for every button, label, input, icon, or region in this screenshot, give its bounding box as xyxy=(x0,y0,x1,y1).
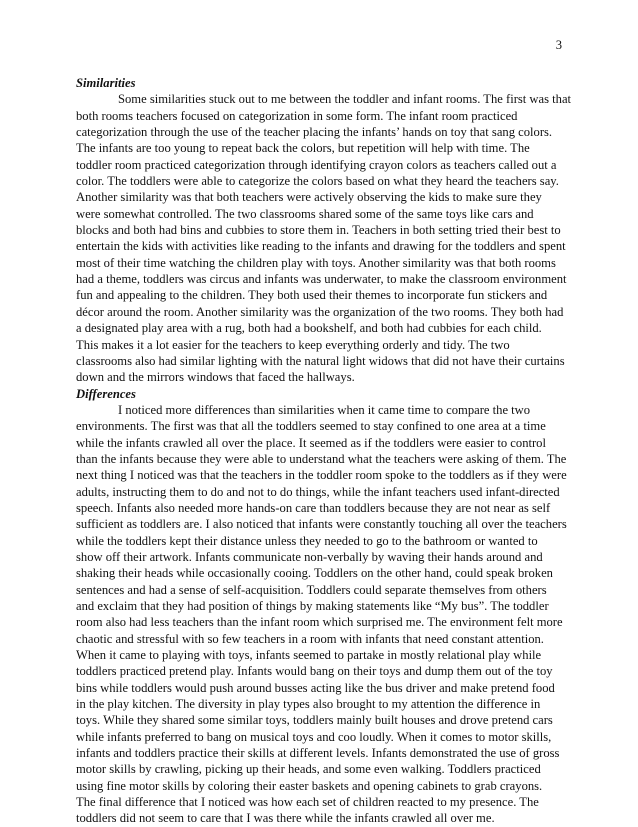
paragraph-line: categorization through the use of the teacher placing the infants’ hands on toy that sang colors. xyxy=(76,125,553,140)
paragraph-line: When it came to playing with toys, infants seemed to partake in mostly relational play while xyxy=(76,648,542,663)
paragraph-line: toddlers practiced pretend play. Infants would bang on their toys and dump them out of the toy xyxy=(76,664,553,679)
paragraph-differences xyxy=(76,402,568,827)
paragraph-line: and exclaim that they had position of things by making statements like “My bus”. The toddler xyxy=(76,599,549,613)
paragraph-line: room also had less teachers than the infant room which surprised me. The environment felt more xyxy=(76,615,563,630)
paragraph-line: shaking their heads while occasionally cooing. Toddlers on the other hand, could speak broken xyxy=(76,566,553,581)
document-body xyxy=(76,75,572,827)
paragraph-line: sufficient as toddlers are. I also noticed that infants were constantly touching all over the teachers xyxy=(76,517,567,532)
paragraph-line: using fine motor skills by coloring their easter baskets and opening cabinets to grab crayons. xyxy=(76,778,543,793)
paragraph-line: toddler room practiced categorization through identifying crayon colors as teachers called out a xyxy=(76,157,557,172)
paragraph-line: a designated play area with a rug, both had a bookshelf, and both had cubbies for each child. xyxy=(76,321,542,336)
paragraph-line: blocks and both had bins and cubbies to store them in. Teachers in both setting tried their best to xyxy=(76,223,561,238)
paragraph-line: than the infants because they were able to understand what the teachers were asking of them. The xyxy=(76,451,567,466)
paragraph-line: bins while toddlers would push around busses acting like the bus driver and make pretend food xyxy=(76,680,555,695)
paragraph-line: environments. The first was that all the toddlers seemed to stay confined to one area at a time xyxy=(76,419,546,434)
paragraph-line: show off their artwork. Infants communicate non-verbally by waving their hands around and xyxy=(76,549,543,564)
paragraph-line: entertain the kids with activities like reading to the infants and drawing for the toddlers and spent xyxy=(76,239,566,254)
paragraph-line: décor around the room. Another similarity was the organization of the two rooms. They both had xyxy=(76,304,564,319)
paragraph-line: color. The toddlers were able to categorize the colors based on what they heard the teachers say. xyxy=(76,174,559,189)
paragraph-line: motor skills by crawling, picking up their heads, and some even walking. Toddlers practiced xyxy=(76,762,541,777)
paragraph-line: both rooms teachers focused on categorization in some form. The infant room practiced xyxy=(76,108,518,123)
paragraph-line: infants and toddlers practice their skills at different levels. Infants demonstrated the use of gross xyxy=(76,746,560,761)
paragraph-line: The infants are too young to repeat back the colors, but repetition will help with time. The xyxy=(76,141,530,156)
paragraph-line: Some similarities stuck out to me between the toddler and infant rooms. The first was that xyxy=(118,92,572,107)
paragraph-line: sentences and had a sense of self-acquisition. Toddlers could separate themselves from others xyxy=(76,582,547,597)
paragraph-line: chaotic and stressful with so few teachers in a room with infants that need constant attention. xyxy=(76,631,544,646)
paragraph-line: toddlers did not seem to care that I was there while the infants crawled all over me. xyxy=(76,811,495,826)
paragraph-line: next thing I noticed was that the teachers in the toddler room spoke to the toddlers as if they were xyxy=(76,468,567,483)
paragraph-line: adults, instructing them to do and not to do things, while the infant teachers used infant-directed xyxy=(76,484,560,499)
paragraph-line: toys. While they shared some similar toys, toddlers mainly built houses and drove pretend cars xyxy=(76,713,553,728)
section-heading-similarities: Similarities xyxy=(76,76,136,90)
paragraph-line: down and the mirrors windows that faced the hallways. xyxy=(76,370,355,385)
paragraph-line: This makes it a lot easier for the teachers to keep everything orderly and tidy. The two xyxy=(76,337,510,352)
paragraph-line: while the toddlers kept their distance unless they needed to go to the bathroom or wanted to xyxy=(76,533,538,548)
paragraph-line: in the play kitchen. The diversity in play types also brought to my attention the difference in xyxy=(76,697,541,712)
page-number: 3 xyxy=(555,38,562,52)
paragraph-similarities xyxy=(76,91,572,385)
paragraph-line: were somewhat controlled. The two classrooms shared some of the same toys like cars and xyxy=(76,206,534,221)
paragraph-line: speech. Infants also needed more hands-on care than toddlers because they are not near as self xyxy=(76,500,551,515)
paragraph-line: most of their time watching the children play with toys. Another similarity was that both rooms xyxy=(76,255,556,270)
paragraph-line: while the infants crawled all over the place. It seemed as if the toddlers were easier to control xyxy=(76,435,546,450)
paragraph-line: The final difference that I noticed was how each set of children reacted to my presence. The xyxy=(76,795,539,810)
paragraph-line: fun and appealing to the children. They both used their themes to incorporate fun stickers and xyxy=(76,288,548,303)
paragraph-line: Another similarity was that both teachers were actively observing the kids to make sure they xyxy=(76,190,542,205)
paragraph-line: classrooms also had similar lighting with the natural light widows that did not have their curtains xyxy=(76,353,565,368)
paragraph-line: I noticed more differences than similarities when it came time to compare the two xyxy=(118,402,531,417)
paragraph-line: while infants preferred to bang on musical toys and coo loudly. When it comes to motor skills, xyxy=(76,729,552,744)
paragraph-line: had a theme, toddlers was circus and infants was underwater, to make the classroom environment xyxy=(76,272,567,287)
section-heading-differences: Differences xyxy=(76,386,136,401)
